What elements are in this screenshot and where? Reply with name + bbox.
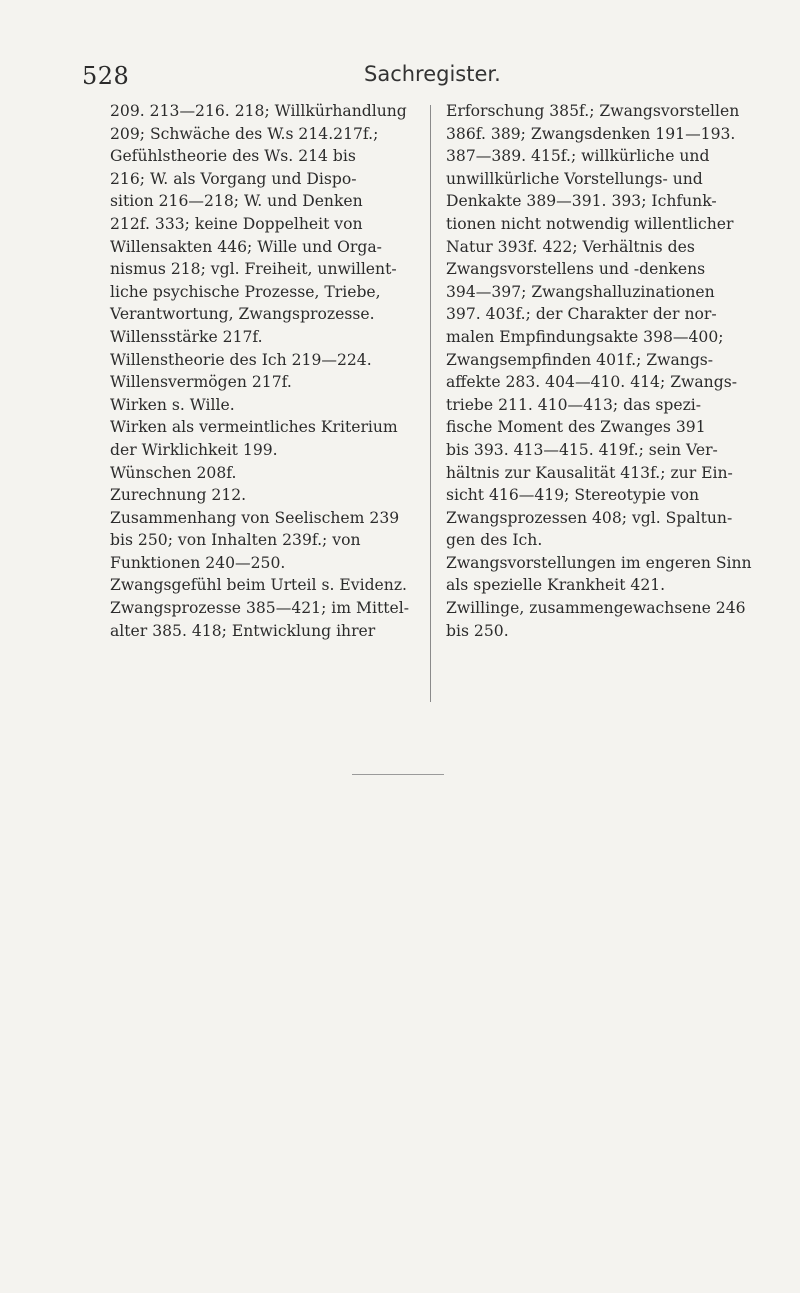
index-line: Willensvermögen 217f.: [110, 373, 292, 392]
index-line: 209; Schwäche des W.s 214.217f.;: [110, 124, 379, 143]
index-line: Denkakte 389—391. 393; Ichfunk-: [446, 192, 717, 211]
index-line: als spezielle Krankheit 421.: [446, 576, 666, 595]
index-line: triebe 211. 410—413; das spezi-: [446, 395, 702, 414]
index-line: Funktionen 240—250.: [110, 553, 286, 572]
index-line: Zwillinge, zusammengewachsene 246: [446, 599, 746, 618]
index-line: affekte 283. 404—410. 414; Zwangs-: [446, 373, 737, 392]
index-line: Willensstärke 217f.: [110, 327, 263, 346]
index-line: Zwangsprozessen 408; vgl. Spaltun-: [446, 508, 733, 527]
index-line: Zwangsvorstellungen im engeren Sinn: [446, 553, 752, 572]
index-line: sition 216—218; W. und Denken: [110, 192, 363, 211]
index-line: 209. 213—216. 218; Willkürhandlung: [110, 102, 407, 120]
end-rule: [352, 774, 444, 775]
index-line: sicht 416—419; Stereotypie von: [446, 486, 700, 505]
index-line: Zwangsprozesse 385—421; im Mittel-: [110, 599, 409, 618]
index-line: Gefühlstheorie des Ws. 214 bis: [110, 147, 356, 166]
index-line: fische Moment des Zwanges 391: [446, 418, 706, 437]
index-line: Zwangsvorstellens und -denkens: [446, 260, 706, 279]
index-line: malen Empfindungsakte 398—400;: [446, 327, 724, 346]
index-line: 394—397; Zwangshalluzinationen: [446, 282, 715, 301]
index-line: 387—389. 415f.; willkürliche und: [446, 147, 710, 166]
index-line: Willensakten 446; Wille und Orga-: [110, 237, 382, 256]
index-line: Wünschen 208f.: [110, 463, 237, 482]
running-head: Sachregister.: [364, 62, 501, 86]
index-column-right: [446, 100, 752, 642]
index-line: 216; W. als Vorgang und Dispo-: [110, 169, 357, 188]
index-line: 386f. 389; Zwangsdenken 191—193.: [446, 124, 736, 143]
index-line: Verantwortung, Zwangsprozesse.: [110, 305, 375, 324]
index-line: hältnis zur Kausalität 413f.; zur Ein-: [446, 463, 733, 482]
page-number: 528: [82, 62, 130, 90]
index-line: Zwangsempfinden 401f.; Zwangs-: [446, 350, 714, 369]
index-line: nismus 218; vgl. Freiheit, unwillent-: [110, 260, 397, 279]
index-line: Wirken als vermeintliches Kriterium: [110, 418, 398, 437]
index-line: alter 385. 418; Entwicklung ihrer: [110, 621, 376, 640]
index-line: bis 250.: [446, 621, 509, 640]
index-line: 397. 403f.; der Charakter der nor-: [446, 305, 717, 324]
index-line: unwillkürliche Vorstellungs- und: [446, 169, 703, 188]
index-line: Zurechnung 212.: [110, 486, 247, 505]
index-line: 212f. 333; keine Doppelheit von: [110, 214, 363, 233]
index-line: Willenstheorie des Ich 219—224.: [110, 350, 372, 369]
index-column-left: [110, 100, 415, 642]
index-line: liche psychische Prozesse, Triebe,: [110, 282, 381, 301]
column-divider: [430, 105, 431, 702]
index-line: Wirken s. Wille.: [110, 395, 235, 414]
index-line: bis 250; von Inhalten 239f.; von: [110, 531, 361, 550]
index-line: tionen nicht notwendig willentlicher: [446, 214, 734, 233]
index-line: Zwangsgefühl beim Urteil s. Evidenz.: [110, 576, 408, 595]
index-line: Erforschung 385f.; Zwangsvorstellen: [446, 102, 740, 120]
index-line: gen des Ich.: [446, 531, 543, 550]
index-line: Zusammenhang von Seelischem 239: [110, 508, 400, 527]
index-line: Natur 393f. 422; Verhältnis des: [446, 237, 695, 256]
index-line: der Wirklichkeit 199.: [110, 440, 278, 459]
index-line: bis 393. 413—415. 419f.; sein Ver-: [446, 440, 718, 459]
